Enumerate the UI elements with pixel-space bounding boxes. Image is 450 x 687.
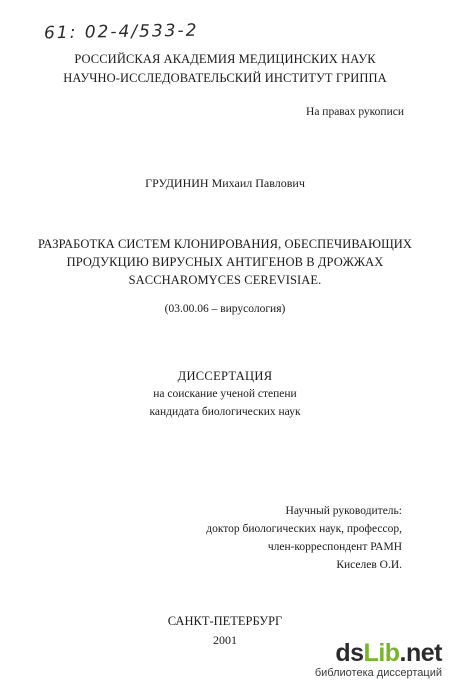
advisor-name: Киселев О.И. xyxy=(336,559,402,571)
specialty-code: (03.00.06 – вирусология) xyxy=(164,303,286,315)
year: 2001 xyxy=(213,633,237,647)
advisor-line: Научный руководитель: xyxy=(285,505,402,517)
work-type: ДИССЕРТАЦИЯ xyxy=(177,369,273,383)
watermark-tagline: библиотека диссертаций xyxy=(314,667,442,679)
logo-net: .net xyxy=(399,639,442,667)
city: САНКТ-ПЕТЕРБУРГ xyxy=(167,614,283,628)
degree-line: на соискание ученой степени xyxy=(153,388,297,400)
institute-name: НАУЧНО-ИССЛЕДОВАТЕЛЬСКИЙ ИНСТИТУТ ГРИППА xyxy=(63,71,387,85)
rights-note: На правах рукописи xyxy=(306,106,404,118)
handwritten-archive-code: 61: 02-4/533-2 xyxy=(43,20,199,44)
title-line: РАЗРАБОТКА СИСТЕМ КЛОНИРОВАНИЯ, ОБЕСПЕЧИВАЮЩИХ xyxy=(37,237,413,251)
dslib-logo xyxy=(315,640,442,666)
logo-lib: Lib xyxy=(363,639,400,667)
logo-ds: ds xyxy=(335,639,364,667)
academy-name: РОССИЙСКАЯ АКАДЕМИЯ МЕДИЦИНСКИХ НАУК xyxy=(74,52,376,66)
title-line: SACCHAROMYCES CEREVISIAE. xyxy=(128,273,322,287)
advisor-line: доктор биологических наук, профессор, xyxy=(206,523,402,535)
title-line: ПРОДУКЦИЮ ВИРУСНЫХ АНТИГЕНОВ В ДРОЖЖАХ xyxy=(66,255,384,269)
author-name: ГРУДИНИН Михаил Павлович xyxy=(145,176,305,190)
degree-line: кандидата биологических наук xyxy=(149,406,301,418)
advisor-line: член-корреспондент РАМН xyxy=(267,541,402,553)
dslib-watermark[interactable] xyxy=(315,640,442,679)
